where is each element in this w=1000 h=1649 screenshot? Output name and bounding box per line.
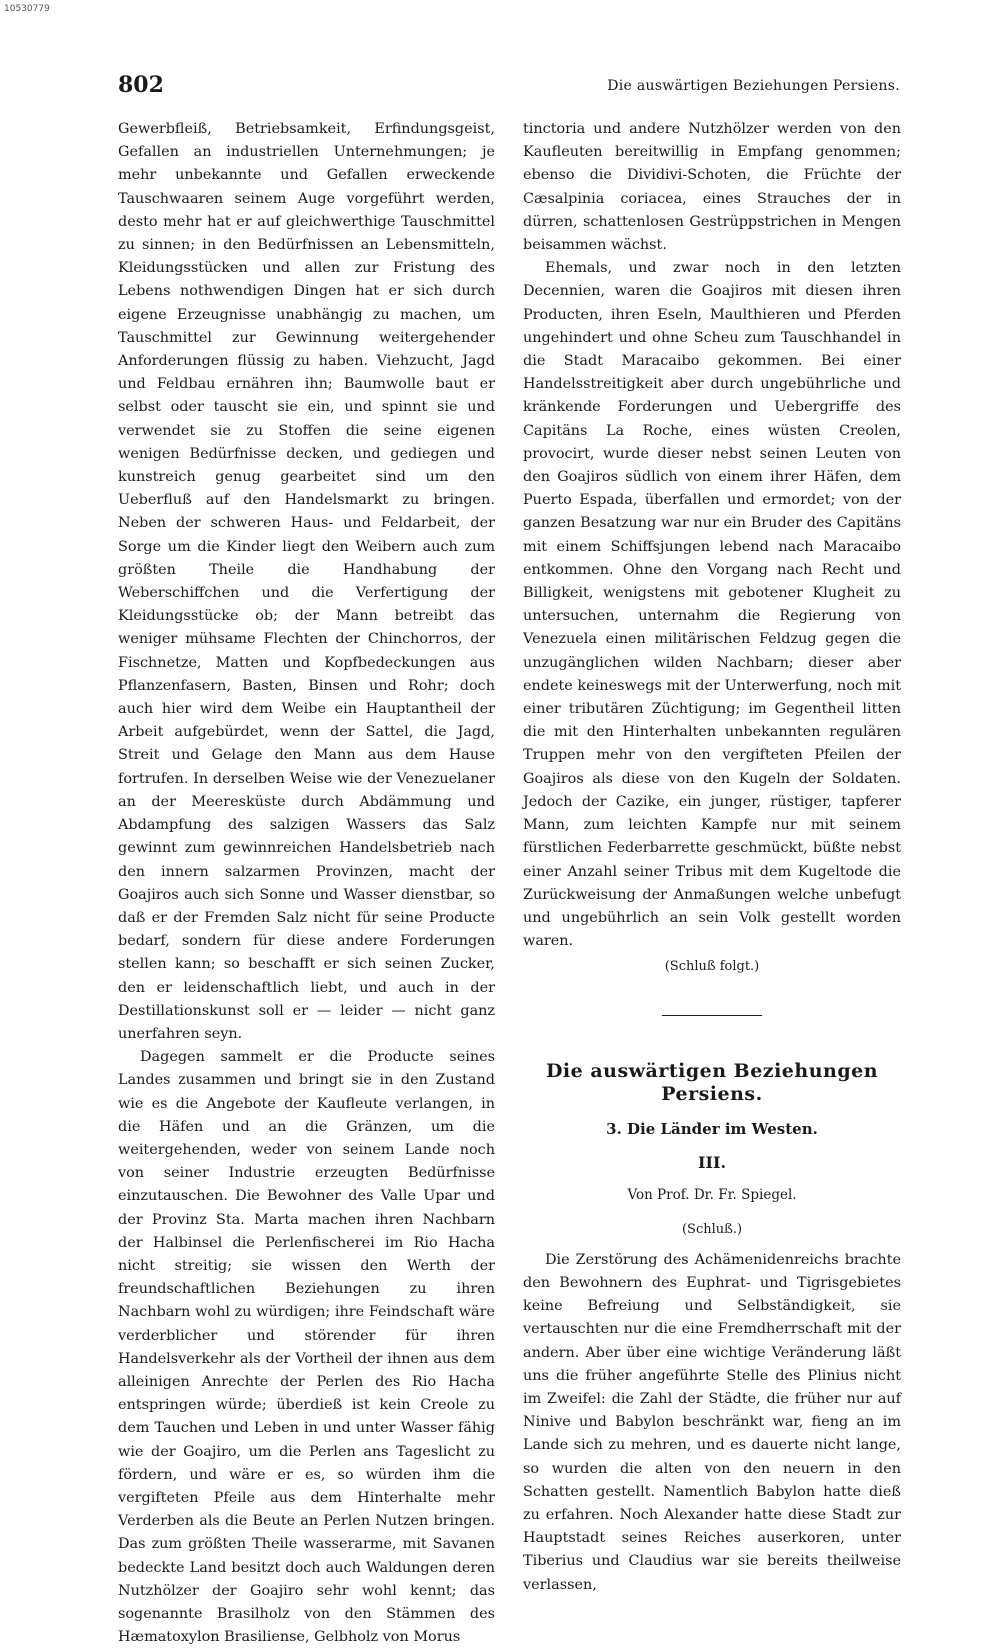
body-paragraph: Ehemals, und zwar noch in den letzten Decennien, waren die Goajiros mit diesen ihren Producten, ihren Eseln, Maulthieren und Pferden ungehindert und ohne Scheu zum Tauschhandel in die Stadt Maracaibo gekommen. Bei einer Handelsstreitigkeit aber durch ungebührliche und kränkende Forderungen und Uebergriffe des Capitäns La Roche, eines wüsten Creolen, provocirt, wurde dieser nebst seinen Leuten von den Goajiros südlich von einem ihrer Häfen, dem Puerto Espada, überfallen und ermordet; von der ganzen Besatzung war nur ein Bruder des Capitäns mit einem Schiffsjungen lebend nach Maracaibo entkommen. Ohne den Vorgang nach Recht und Billigkeit, wenigstens mit gebotener Klugheit zu untersuchen, unternahm die Regierung von Venezuela einen militärischen Feldzug gegen die unzugänglichen wilden Nachbarn; dieser aber endete keineswegs mit der Unterwerfung, noch mit einer tributären Züchtigung; im Gegentheil litten die mit den Hinterhalten unbekannten regulären Truppen mehr von den vergifteten Pfeilen der Goajiros als diese von den Kugeln der Soldaten. Jedoch der Cazike, ein junger, rüstiger, tapferer Mann, zum leichten Kampfe nur mit seinem fürstlichen Federbarrette geschmückt, büßte nebst einer Anzahl seiner Tribus mit dem Kugeltode die Zurückweisung der Anmaßungen welche unbefugt und ungebührlich an sein Volk gestellt worden waren.	[523, 260, 901, 950]
part-heading: III.	[697, 1153, 727, 1173]
right-column	[523, 118, 901, 1597]
continuation-note: (Schluß folgt.)	[664, 959, 760, 975]
left-column	[118, 118, 495, 1649]
body-paragraph: tinctoria und andere Nutzhölzer werden von den Kaufleuten bereitwillig in Empfang genommen; ebenso die Dividivi-Schoten, die Früchte der Cæsalpinia coriacea, eines Strauches der in dürren, schattenlosen Gestrüppstrichen in Mengen beisammen wächst.	[523, 121, 901, 254]
running-title: Die auswärtigen Beziehungen Persiens.	[607, 78, 900, 94]
body-paragraph: Gewerbfleiß, Betriebsamkeit, Erfindungsgeist, Gefallen an industriellen Unternehmungen; je mehr unbekannte und Gefallen erweckende Tauschwaaren seinem Auge vorgeführt werden, desto mehr hat er auf gleichwerthige Tauschmittel zu sinnen; in den Bedürfnissen an Lebensmitteln, Kleidungsstücken und allen zur Fristung des Lebens nothwendigen Dingen hat er sich durch eigene Erzeugnisse unabhängig zu machen, um Tauschmittel zur Gewinnung weitergehender Anforderungen flüssig zu haben. Viehzucht, Jagd und Feldbau ernähren ihn; Baumwolle baut er selbst oder tauscht sie ein, und spinnt sie und verwendet sie zu Stoffen die seine eigenen wenigen Bedürfnisse decken, und gediegen und kunstreich genug gearbeitet sind um den Ueberfluß auf den Handelsmarkt zu bringen. Neben der schweren Haus- und Feldarbeit, der Sorge um die Kinder liegt den Weibern auch zum größten Theile die Handhabung der Weberschiffchen und die Verfertigung der Kleidungsstücke ob; der Mann betreibt das weniger mühsame Flechten der Chinchorros, der Fischnetze, Matten und Kopfbedeckungen aus Pflanzenfasern, Basten, Binsen und Rohr; doch auch hier wird dem Weibe ein Hauptantheil der Arbeit aufgebürdet, wenn der Sattel, die Jagd, Streit und Gelage den Mann aus dem Hause fortrufen. In derselben Weise wie der Venezuelaner an der Meeresküste durch Abdämmung und Abdampfung des salzigen Wassers das Salz gewinnt zum gewinnreichen Handelsbetrieb nach den innern salzarmen Provinzen, macht der Goajiros auch sich Sonne und Wasser dienstbar, so daß er der Fremden Salz nicht für seine Producte bedarf, sondern für diese andere Forderungen stellen kann; so beschafft er sich seinen Zucker, den er leidenschaftlich liebt, und auch in der Destillationskunst soll er — leider — nicht ganz unerfahren seyn.	[118, 121, 495, 1042]
conclusion-note: (Schluß.)	[681, 1221, 743, 1237]
body-paragraph: Die Zerstörung des Achämenidenreichs brachte den Bewohnern des Euphrat- und Tigrisgebietes keine Befreiung und Selbständigkeit, sie vertauschten nur die eine Fremdherrschaft mit der andern. Aber über eine wichtige Veränderung läßt uns die früher angeführte Stelle des Plinius nicht im Zweifel: die Zahl der Städte, die früher nur auf Ninive und Babylon beschränkt war, fieng an im Lande sich zu mehren, und es dauerte nicht lange, so wurden die alten von den neuern in den Schatten gestellt. Namentlich Babylon hatte dieß zu erfahren. Noch Alexander hatte diese Stadt zur Hauptstadt seines Reiches auserkoren, unter Tiberius und Claudius war sie bereits theilweise verlassen,	[523, 1251, 901, 1593]
article-title: Die auswärtigen Beziehungen Persiens.	[545, 1059, 879, 1105]
page-number: 802	[118, 72, 164, 98]
scan-id: 10530779	[4, 4, 50, 14]
author-byline: Von Prof. Dr. Fr. Spiegel.	[627, 1187, 797, 1204]
section-heading: 3. Die Länder im Westen.	[606, 1119, 818, 1138]
body-paragraph: Dagegen sammelt er die Producte seines Landes zusammen und bringt sie in den Zustand wie es die Angebote der Kaufleute verlangen, in die Häfen und an die Gränzen, um die weitergehenden, weder von seinem Lande noch von seiner Industrie erzeugten Bedürfnisse einzutauschen. Die Bewohner des Valle Upar und der Provinz Sta. Marta machen ihren Nachbarn der Halbinsel die Perlenfischerei im Rio Hacha nicht streitig; sie wissen den Werth der freundschaftlichen Beziehungen zu ihren Nachbarn wohl zu würdigen; ihre Feindschaft wäre verderblicher und störender für ihren Handelsverkehr als der Vortheil der ihnen aus dem alleinigen Anrechte der Perlen des Rio Hacha entspringen würde; überdieß ist kein Creole zu dem Tauchen und Leben in und unter Wasser fähig wie der Goajiro, um die Perlen ans Tageslicht zu fördern, und wäre er es, so würden ihm die vergifteten Pfeile aus dem Hinterhalte mehr Verderben als die Beute an Perlen Nutzen bringen. Das zum größten Theile wasserarme, mit Savanen bedeckte Land besitzt doch auch Waldungen deren Nutzhölzer der Goajiro sehr wohl kennt; das sogenannte Brasilholz von den Stämmen des Hæmatoxylon Brasiliense, Gelbholz von Morus	[118, 1049, 495, 1646]
section-divider	[662, 1015, 762, 1016]
